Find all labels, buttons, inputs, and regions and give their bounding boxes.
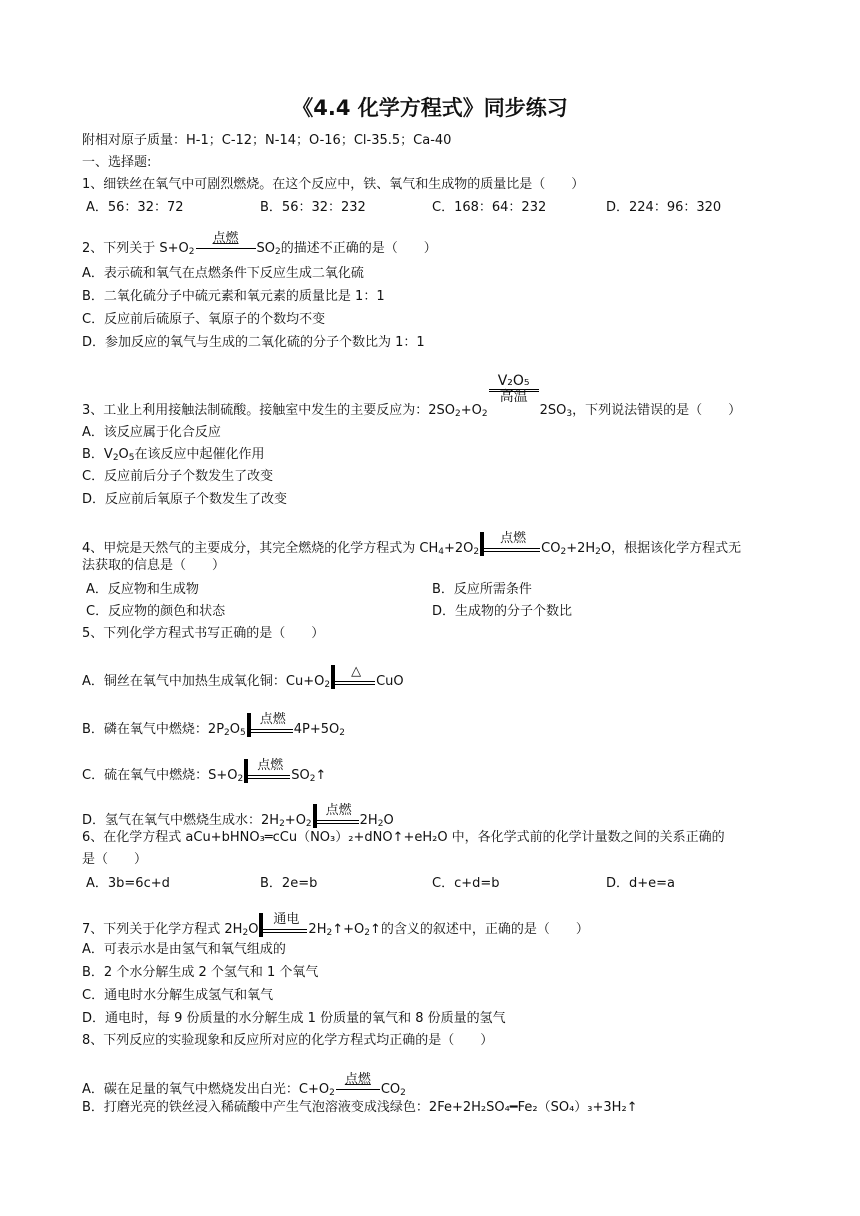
reaction-condition: 点燃 <box>196 232 256 256</box>
question-5-stem: 5、下列化学方程式书写正确的是（ ） <box>82 626 325 641</box>
question-4-stem-pre: 4、甲烷是天然气的主要成分，其完全燃烧的化学方程式为 CH <box>82 541 439 556</box>
question-1-option-c: C．168：64：232 <box>432 200 547 215</box>
reaction-condition: 点燃 <box>480 532 540 556</box>
question-6-stem: 6、在化学方程式 aCu+bHNO₃═cCu（NO₃）₂+dNO↑+eH₂O 中，各化学式前的化学计量数之间的关系正确的 <box>82 830 725 845</box>
question-6-option-d: D．d+e=a <box>606 876 676 891</box>
question-8-stem: 8、下列反应的实验现象和反应所对应的化学方程式均正确的是（ ） <box>82 1033 494 1048</box>
atomic-masses: 附相对原子质量：H-1；C-12；N-14；O-16；Cl-35.5；Ca-40 <box>82 133 452 148</box>
question-4-option-b: B．反应所需条件 <box>432 582 532 597</box>
question-6-option-c: C．c+d=b <box>432 876 500 891</box>
reaction-condition: 点燃 <box>313 804 359 828</box>
question-6-option-a: A．3b=6c+d <box>86 876 170 891</box>
question-4-option-d: D．生成物的分子个数比 <box>432 604 573 619</box>
question-2-option-b: B．二氧化硫分子中硫元素和氧元素的质量比是 1：1 <box>82 289 385 304</box>
question-8-option-a: A．碳在足量的氧气中燃烧发出白光：$C+O_2$ 点燃 $CO_2$ <box>82 1072 406 1098</box>
reaction-condition: V₂O₅ 高温 <box>489 374 539 410</box>
question-4-stem: 4、甲烷是天然气的主要成分，其完全燃烧的化学方程式为 $CH_4+2O_2$ 点燃 $CO_2+2H_2O$，根据该化学方程式无 <box>82 531 742 557</box>
question-4-option-a: A．反应物和生成物 <box>86 582 199 597</box>
question-1-option-d: D．224：96：320 <box>606 200 722 215</box>
question-5-option-d: D．氢气在氧气中燃烧生成水：$2H_2+O_2$ 点燃 $2H_2O$ <box>82 803 394 829</box>
question-8-option-b: B．打磨光亮的铁丝浸入稀硫酸中产生气泡溶液变成浅绿色：2Fe+2H₂SO₄━Fe₂（SO₄）₃+3H₂↑ <box>82 1100 638 1115</box>
question-2-option-d: D．参加反应的氧气与生成的二氧化硫的分子个数比为 1：1 <box>82 335 425 350</box>
question-2-option-a: A．表示硫和氧气在点燃条件下反应生成二氧化硫 <box>82 266 364 281</box>
question-5-option-c: C．硫在氧气中燃烧：$S+O_2$ 点燃 $SO_2↑$ <box>82 758 327 784</box>
question-6-option-b: B．2e=b <box>260 876 318 891</box>
question-3-option-b: B．$V_2O_5$在该反应中起催化作用 <box>82 447 265 463</box>
question-1-option-a: A．56：32：72 <box>86 200 184 215</box>
question-2-stem-pre: 2、下列关于 S+O <box>82 241 189 256</box>
question-2-option-c: C．反应前后硫原子、氧原子的个数均不变 <box>82 312 326 327</box>
reaction-condition: △ <box>331 665 375 689</box>
reaction-condition: 点燃 <box>247 713 293 737</box>
question-1-option-b: B．56：32：232 <box>260 200 366 215</box>
question-7-stem: 7、下列关于化学方程式 $2H_2O$ 通电 $2H_2↑+O_2↑$的含义的叙述中，正确的是（ ） <box>82 912 589 938</box>
page-title: 《4.4 化学方程式》同步练习 <box>292 96 568 120</box>
question-3-stem-post: ，下列说法错误的是（ ） <box>572 403 742 418</box>
question-2-stem-post: 的描述不正确的是（ ） <box>280 241 437 256</box>
question-3-option-a: A．该反应属于化合反应 <box>82 425 221 440</box>
question-1-stem: 1、细铁丝在氧气中可剧烈燃烧。在这个反应中，铁、氧气和生成物的质量比是（ ） <box>82 177 585 192</box>
reaction-condition: 点燃 <box>244 759 290 783</box>
question-3-stem: 3、工业上利用接触法制硫酸。接触室中发生的主要反应为：$2SO_2+O_2$ V₂O₅ 高温 $2SO_3$，下列说法错误的是（ ） <box>82 373 742 419</box>
reaction-condition: 点燃 <box>336 1073 380 1097</box>
section-heading: 一、选择题: <box>82 155 152 170</box>
question-6-stem-line2: 是（ ） <box>82 852 148 867</box>
question-4-stem-line2: 法获取的信息是（ ） <box>82 558 226 573</box>
question-7-option-b: B．2 个水分解生成 2 个氢气和 1 个氧气 <box>82 965 319 980</box>
question-7-stem-pre: 7、下列关于化学方程式 2H <box>82 922 243 937</box>
reaction-condition: 通电 <box>259 913 307 937</box>
question-2-stem: 2、下列关于 $S+O_2$ 点燃 $SO_2$的描述不正确的是（ ） <box>82 231 437 257</box>
question-3-option-c: C．反应前后分子个数发生了改变 <box>82 469 274 484</box>
question-5-option-a: A．铜丝在氧气中加热生成氧化铜：$Cu+O_2$ △ CuO <box>82 664 404 690</box>
question-7-option-c: C．通电时水分解生成氢气和氧气 <box>82 988 274 1003</box>
question-7-stem-post: 的含义的叙述中，正确的是（ ） <box>380 922 589 937</box>
question-4-stem-post: ，根据该化学方程式无 <box>611 541 742 556</box>
question-7-option-d: D．通电时，每 9 份质量的水分解生成 1 份质量的氧气和 8 份质量的氢气 <box>82 1011 506 1026</box>
question-3-option-d: D．反应前后氧原子个数发生了改变 <box>82 492 288 507</box>
question-4-option-c: C．反应物的颜色和状态 <box>86 604 226 619</box>
question-5-option-b: B．磷在氧气中燃烧：$2P_2O_5$ 点燃 $4P+5O_2$ <box>82 712 345 738</box>
question-3-stem-pre: 3、工业上利用接触法制硫酸。接触室中发生的主要反应为：2SO <box>82 403 456 418</box>
question-7-option-a: A．可表示水是由氢气和氧气组成的 <box>82 942 286 957</box>
